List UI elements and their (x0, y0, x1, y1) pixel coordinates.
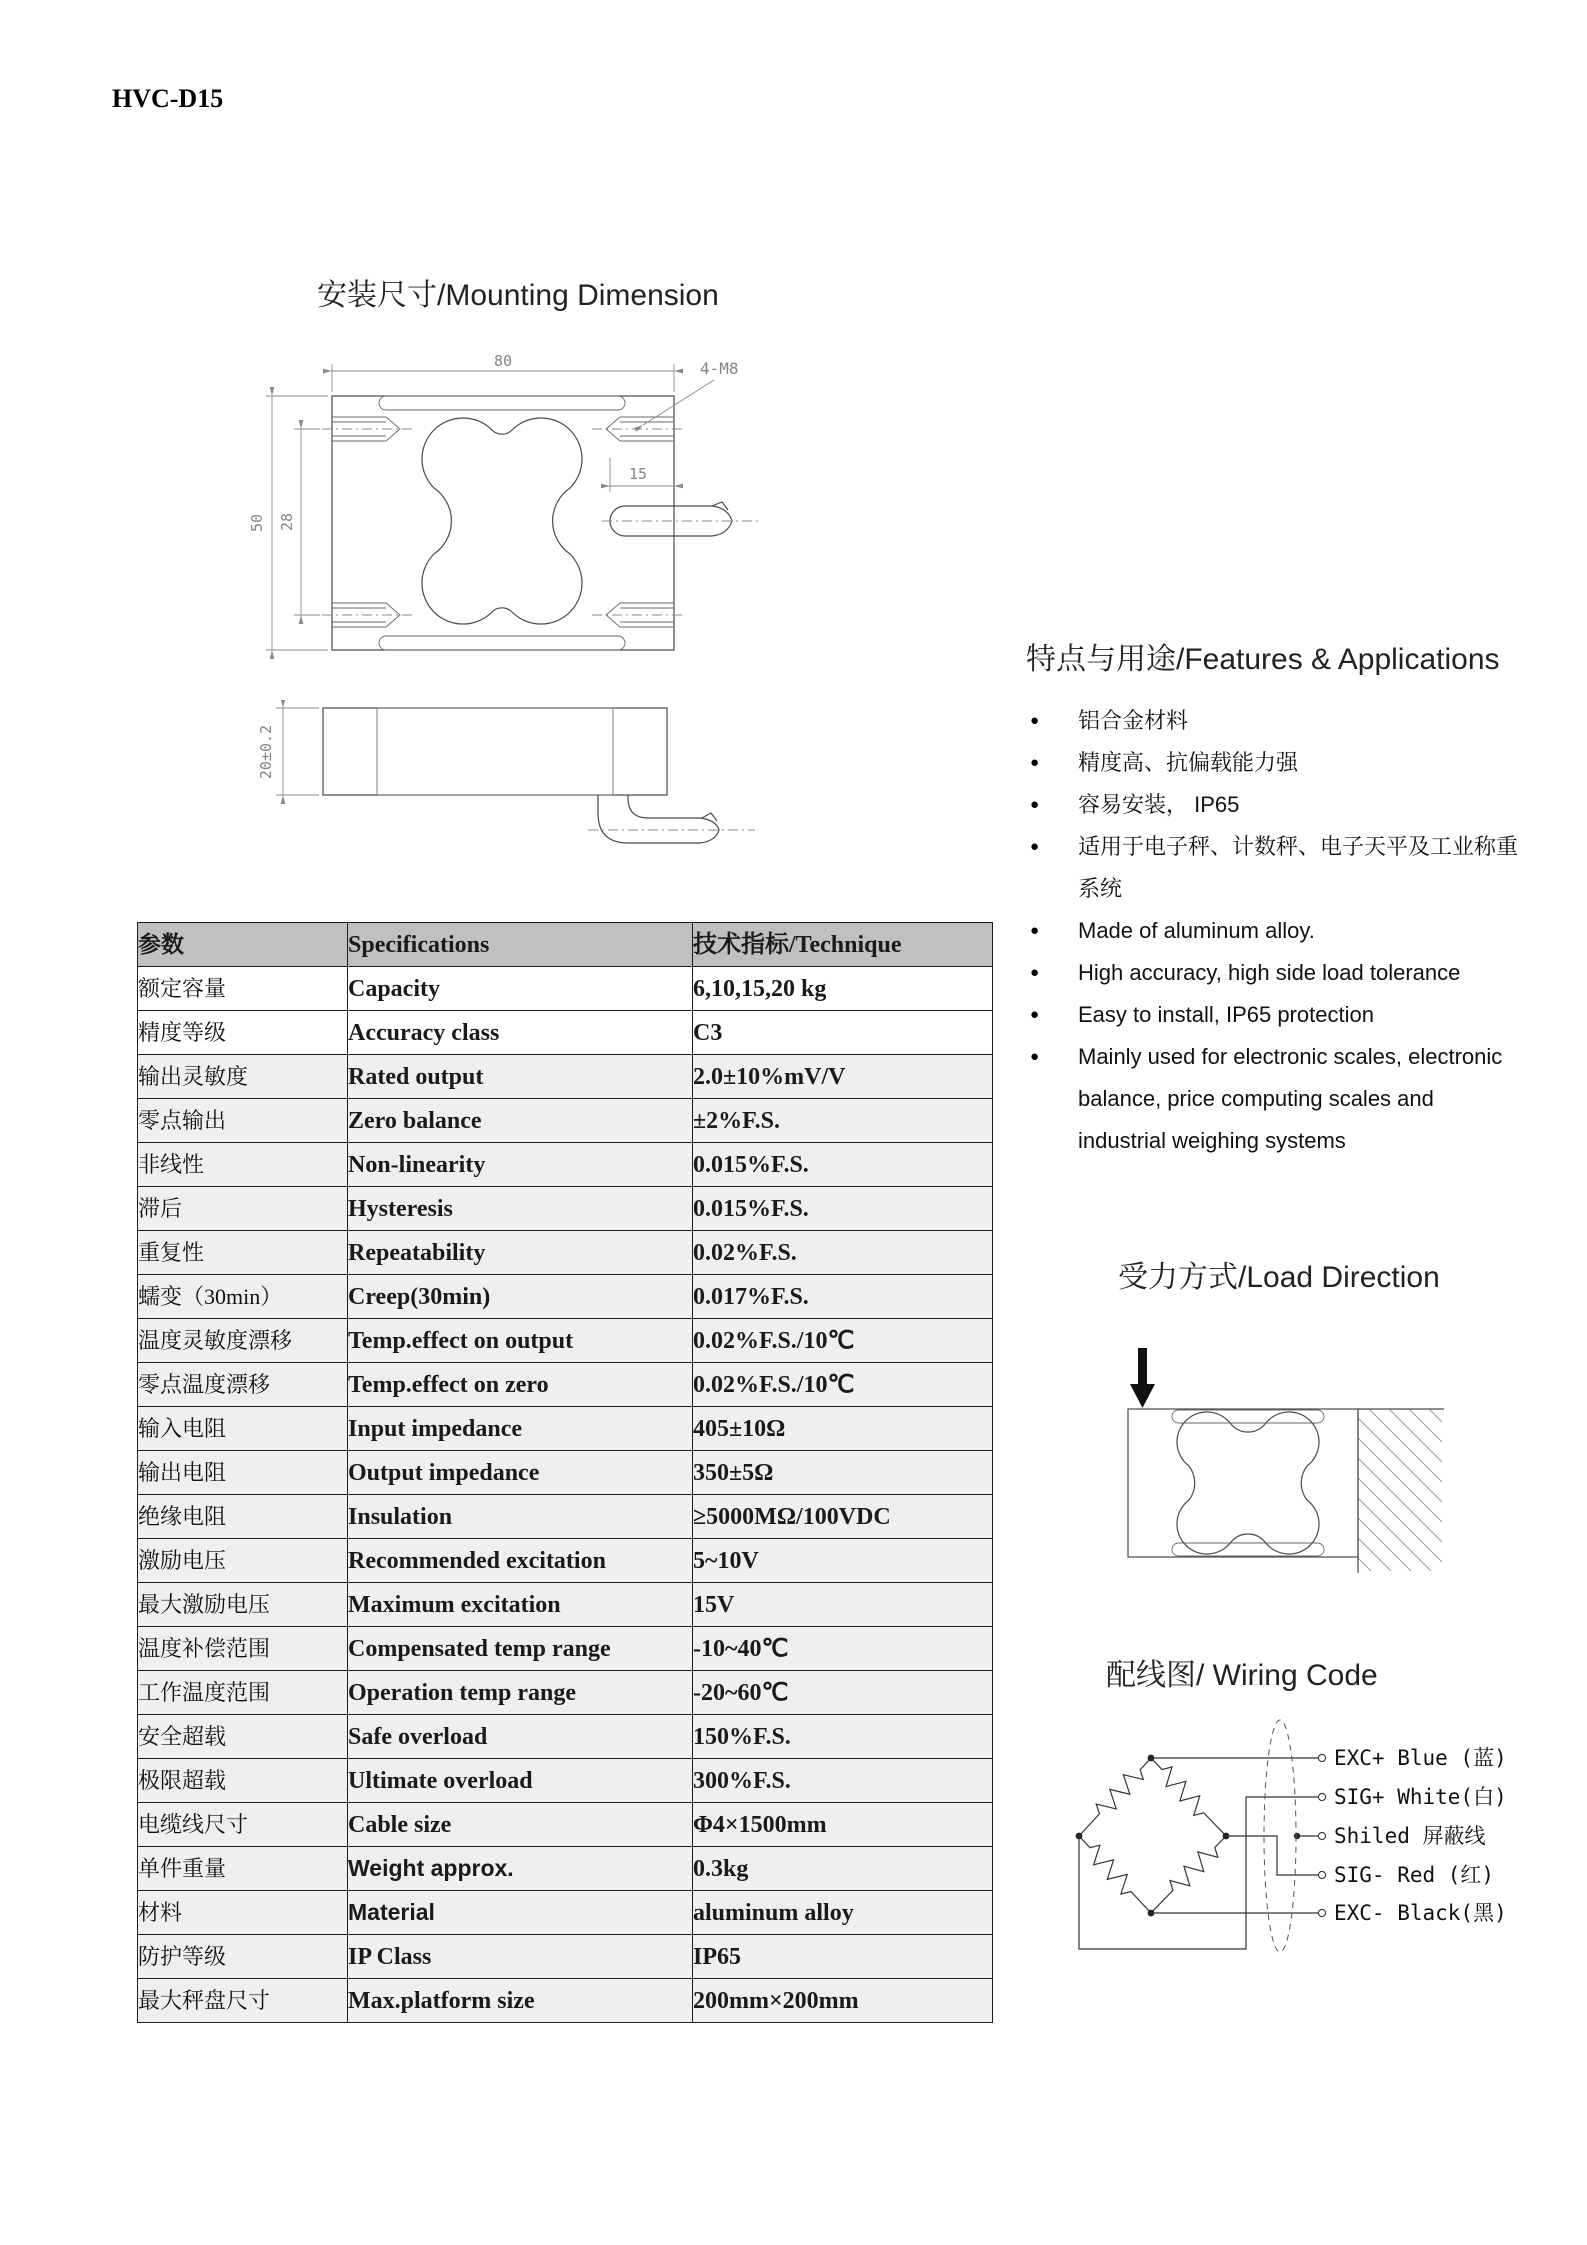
bottom-hatch-strip (379, 636, 625, 650)
param-cell: 零点输出 (138, 1099, 348, 1143)
table-row (138, 1099, 993, 1143)
table-row (138, 1363, 993, 1407)
center-cutout (422, 418, 582, 624)
table-row (138, 1055, 993, 1099)
list-item (1028, 994, 1528, 1036)
spec-cell: Safe overload (348, 1715, 693, 1759)
value-cell: C3 (693, 1011, 993, 1055)
spec-cell: Creep(30min) (348, 1275, 693, 1319)
spec-cell: Output impedance (348, 1451, 693, 1495)
wire-label-sig-plus: SIG+ White(白) (1334, 1785, 1507, 1809)
thread-hole-bottom-left (322, 603, 416, 627)
spec-cell: Maximum excitation (348, 1583, 693, 1627)
param-cell: 额定容量 (138, 967, 348, 1011)
spec-table (137, 922, 993, 2023)
feature-text: 铝合金材料 (1078, 708, 1189, 733)
dim-width (332, 352, 674, 392)
param-cell: 零点温度漂移 (138, 1363, 348, 1407)
param-cell: 输出灵敏度 (138, 1055, 348, 1099)
feature-text: 适用于电子秤、计数秤、电子天平及工业称重系统 (1078, 834, 1519, 901)
spec-cell: Input impedance (348, 1407, 693, 1451)
feature-text: Mainly used for electronic scales, electronic balance, price computing scales and industrial weighing systems (1078, 1044, 1503, 1153)
value-cell: 0.015%F.S. (693, 1143, 993, 1187)
param-cell: 激励电压 (138, 1539, 348, 1583)
param-cell: 精度等级 (138, 1011, 348, 1055)
list-item (1028, 1036, 1528, 1162)
bullet-icon: ● (1030, 1006, 1040, 1023)
spec-cell: Weight approx. (348, 1847, 693, 1891)
value-cell: 0.02%F.S./10℃ (693, 1319, 993, 1363)
table-row (138, 1407, 993, 1451)
value-cell: Φ4×1500mm (693, 1803, 993, 1847)
param-cell: 输出电阻 (138, 1451, 348, 1495)
table-row (138, 1187, 993, 1231)
param-cell: 防护等级 (138, 1935, 348, 1979)
value-cell: 0.02%F.S. (693, 1231, 993, 1275)
param-cell: 单件重量 (138, 1847, 348, 1891)
spec-cell: Recommended excitation (348, 1539, 693, 1583)
load-direction-drawing (1120, 1340, 1460, 1585)
feature-text: Made of aluminum alloy. (1078, 918, 1315, 943)
bottom-hatch-strip (1172, 1543, 1324, 1556)
table-row (138, 1803, 993, 1847)
value-cell: 15V (693, 1583, 993, 1627)
param-cell: 安全超载 (138, 1715, 348, 1759)
value-cell: 6,10,15,20 kg (693, 967, 993, 1011)
page-title: HVC-D15 (112, 84, 224, 113)
thread-note (643, 359, 739, 425)
param-cell: 极限超载 (138, 1759, 348, 1803)
spec-cell: Temp.effect on zero (348, 1363, 693, 1407)
load-arrow-icon (1130, 1348, 1155, 1408)
list-item (1028, 910, 1528, 952)
terminal-dot (1318, 1793, 1325, 1800)
spec-cell: Max.platform size (348, 1979, 693, 2023)
top-hatch-strip (379, 396, 625, 410)
feature-text: High accuracy, high side load tolerance (1078, 960, 1461, 985)
top-view-drawing (240, 340, 780, 660)
spec-cell: Accuracy class (348, 1011, 693, 1055)
param-cell: 滞后 (138, 1187, 348, 1231)
thread-hole-top-right (592, 417, 684, 441)
list-item (1028, 952, 1528, 994)
value-cell: IP65 (693, 1935, 993, 1979)
spec-cell: IP Class (348, 1935, 693, 1979)
spec-header: Specifications (348, 923, 693, 967)
param-cell: 蠕变（30min） (138, 1275, 348, 1319)
bridge-wires (1079, 1758, 1320, 1949)
spec-cell: Rated output (348, 1055, 693, 1099)
param-cell: 输入电阻 (138, 1407, 348, 1451)
value-cell: 300%F.S. (693, 1759, 993, 1803)
feature-text: 容易安装， IP65 (1078, 792, 1240, 817)
table-row (138, 1231, 993, 1275)
table-row (138, 1671, 993, 1715)
cable-stub (602, 502, 758, 536)
mounting-section-title: 安装尺寸/Mounting Dimension (317, 279, 719, 312)
bullet-icon: ● (1030, 754, 1040, 771)
bullet-icon: ● (1030, 838, 1040, 855)
table-row (138, 1451, 993, 1495)
side-cable (588, 795, 755, 843)
terminal-dot (1318, 1754, 1325, 1761)
table-row (138, 1539, 993, 1583)
param-cell: 温度灵敏度漂移 (138, 1319, 348, 1363)
features-list (1028, 700, 1528, 1162)
table-row (138, 1935, 993, 1979)
param-cell: 重复性 (138, 1231, 348, 1275)
value-cell: 350±5Ω (693, 1451, 993, 1495)
mounting-wall (1358, 1409, 1444, 1573)
side-body-outline (323, 708, 667, 795)
bullet-icon: ● (1030, 712, 1040, 729)
thread-note-label: 4-M8 (700, 359, 739, 378)
table-row (138, 1583, 993, 1627)
bullet-icon: ● (1030, 796, 1040, 813)
value-cell: 0.02%F.S./10℃ (693, 1363, 993, 1407)
spec-cell: Zero balance (348, 1099, 693, 1143)
dim-width-label: 80 (493, 352, 513, 370)
terminal-dot (1318, 1909, 1325, 1916)
dim-thread-offset-label: 15 (628, 465, 648, 483)
table-row (138, 1011, 993, 1055)
dim-thickness (257, 708, 319, 795)
param-cell: 工作温度范围 (138, 1671, 348, 1715)
value-cell: 200mm×200mm (693, 1979, 993, 2023)
param-cell: 电缆线尺寸 (138, 1803, 348, 1847)
wire-label-sig-minus: SIG- Red (红) (1334, 1863, 1495, 1887)
value-cell: aluminum alloy (693, 1891, 993, 1935)
param-cell: 绝缘电阻 (138, 1495, 348, 1539)
table-row (138, 967, 993, 1011)
spec-cell: Capacity (348, 967, 693, 1011)
side-view-drawing (250, 700, 780, 880)
dim-hole-span-label: 28 (278, 512, 296, 532)
spec-cell: Material (348, 1891, 693, 1935)
value-cell: ≥5000MΩ/100VDC (693, 1495, 993, 1539)
value-cell: 150%F.S. (693, 1715, 993, 1759)
value-cell: 2.0±10%mV/V (693, 1055, 993, 1099)
table-row (138, 1891, 993, 1935)
table-row (138, 1715, 993, 1759)
value-cell: 0.3kg (693, 1847, 993, 1891)
param-cell: 温度补偿范围 (138, 1627, 348, 1671)
thread-hole-bottom-right (592, 603, 684, 627)
value-header: 技术指标/Technique (693, 923, 993, 967)
table-row (138, 1495, 993, 1539)
dim-thread-offset (610, 458, 674, 492)
features-section-title: 特点与用途/Features & Applications (1026, 643, 1500, 676)
spec-cell: Insulation (348, 1495, 693, 1539)
param-cell: 最大激励电压 (138, 1583, 348, 1627)
list-item (1028, 700, 1528, 742)
table-row (138, 1319, 993, 1363)
value-cell: 5~10V (693, 1539, 993, 1583)
wire-terminals (1318, 1754, 1325, 1916)
shield-node (1294, 1833, 1300, 1839)
list-item (1028, 826, 1528, 910)
wheatstone-bridge (1072, 1752, 1232, 1919)
table-row (138, 1275, 993, 1319)
bullet-icon: ● (1030, 1048, 1040, 1065)
spec-cell: Cable size (348, 1803, 693, 1847)
list-item (1028, 742, 1528, 784)
param-cell: 最大秤盘尺寸 (138, 1979, 348, 2023)
spec-cell: Repeatability (348, 1231, 693, 1275)
table-row (138, 1143, 993, 1187)
feature-text: Easy to install, IP65 protection (1078, 1002, 1374, 1027)
bullet-icon: ● (1030, 922, 1040, 939)
side-hatch-area (377, 708, 613, 795)
table-header-row (138, 923, 993, 967)
spec-cell: Ultimate overload (348, 1759, 693, 1803)
table-row (138, 1759, 993, 1803)
spec-cell: Compensated temp range (348, 1627, 693, 1671)
dim-hole-span (278, 429, 320, 615)
terminal-dot (1318, 1871, 1325, 1878)
wire-label-exc-plus: EXC+ Blue (蓝) (1334, 1746, 1507, 1770)
spec-cell: Operation temp range (348, 1671, 693, 1715)
thread-hole-top-left (322, 417, 416, 441)
dim-thickness-label: 20±0.2 (257, 724, 275, 780)
wiring-section-title: 配线图/ Wiring Code (1106, 1659, 1378, 1692)
value-cell: 0.017%F.S. (693, 1275, 993, 1319)
param-header: 参数 (138, 923, 348, 967)
value-cell: -10~40℃ (693, 1627, 993, 1671)
center-cutout (1177, 1412, 1319, 1554)
feature-text: 精度高、抗偏载能力强 (1078, 750, 1299, 775)
spec-cell: Non-linearity (348, 1143, 693, 1187)
table-row (138, 1627, 993, 1671)
table-row (138, 1979, 993, 2023)
wiring-diagram (1040, 1700, 1587, 2000)
list-item (1028, 784, 1528, 826)
dim-height-label: 50 (248, 513, 266, 533)
table-row (138, 1847, 993, 1891)
spec-cell: Hysteresis (348, 1187, 693, 1231)
param-cell: 非线性 (138, 1143, 348, 1187)
param-cell: 材料 (138, 1891, 348, 1935)
spec-cell: Temp.effect on output (348, 1319, 693, 1363)
wire-label-exc-minus: EXC- Black(黑) (1334, 1901, 1507, 1925)
top-hatch-strip (1172, 1410, 1324, 1423)
load-direction-section-title: 受力方式/Load Direction (1118, 1261, 1440, 1294)
value-cell: 0.015%F.S. (693, 1187, 993, 1231)
value-cell: ±2%F.S. (693, 1099, 993, 1143)
value-cell: -20~60℃ (693, 1671, 993, 1715)
wire-label-shield: Shiled 屏蔽线 (1334, 1824, 1486, 1848)
terminal-dot (1318, 1832, 1325, 1839)
bullet-icon: ● (1030, 964, 1040, 981)
value-cell: 405±10Ω (693, 1407, 993, 1451)
